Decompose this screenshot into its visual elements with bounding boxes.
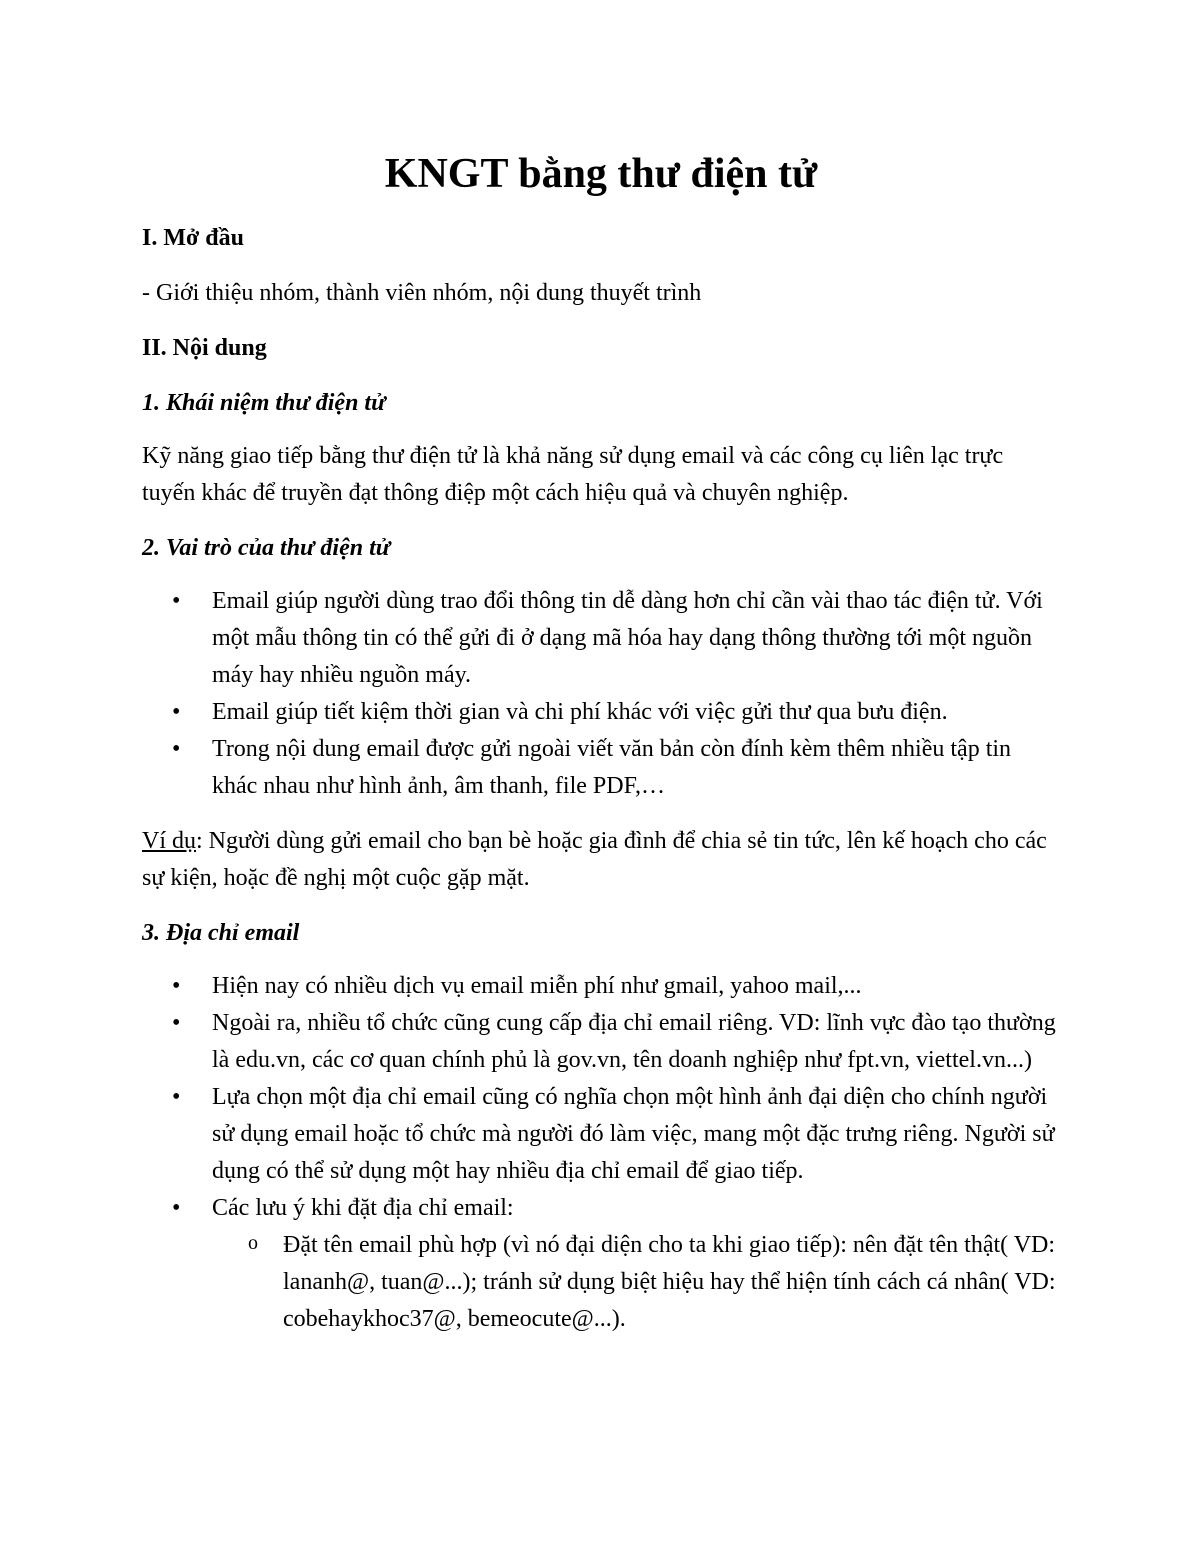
list-item: • Ngoài ra, nhiều tổ chức cũng cung cấp địa chỉ email riêng. VD: lĩnh vực đào tạo thường là edu.vn, các cơ quan chính phủ là gov.vn, tên doanh nghiệp như fpt.vn, viettel.vn...)	[142, 1005, 1060, 1079]
document-title: KNGT bằng thư điện tử	[384, 151, 818, 197]
list-item-notes	[142, 1190, 1060, 1338]
example-text: : Người dùng gửi email cho bạn bè hoặc gia đình để chia sẻ tin tức, lên kế hoạch cho các sự kiện, hoặc đề nghị một cuộc gặp mặt.	[142, 828, 1047, 891]
list-item: • Lựa chọn một địa chỉ email cũng có nghĩa chọn một hình ảnh đại diện cho chính người sử dụng email hoặc tổ chức mà người đó làm việc, mang một đặc trưng riêng. Người sử dụng có thể sử dụng một hay nhiều địa chỉ email để giao tiếp.	[142, 1079, 1060, 1190]
notes-sub-list	[212, 1227, 1060, 1338]
section-heading-intro: I. Mở đầu	[142, 225, 244, 251]
heading-definition: 1. Khái niệm thư điện tử	[142, 390, 386, 416]
section-heading-content: II. Nội dung	[142, 335, 267, 361]
sub-list-item: o Đặt tên email phù hợp (vì nó đại diện cho ta khi giao tiếp): nên đặt tên thật( VD: lananh@, tuan@...); tránh sử dụng biệt hiệu hay thể hiện tính cách cá nhân( VD: cobehaykhoc37@, bemeocute@...).	[212, 1227, 1060, 1338]
notes-label: Các lưu ý khi đặt địa chỉ email:	[212, 1195, 514, 1221]
intro-text: - Giới thiệu nhóm, thành viên nhóm, nội dung thuyết trình	[142, 280, 702, 306]
list-item: • Hiện nay có nhiều dịch vụ email miễn phí như gmail, yahoo mail,...	[142, 968, 1060, 1005]
definition-text: Kỹ năng giao tiếp bằng thư điện tử là khả năng sử dụng email và các công cụ liên lạc trực tuyến khác để truyền đạt thông điệp một cách hiệu quả và chuyên nghiệp.	[142, 443, 1004, 506]
list-item: • Email giúp tiết kiệm thời gian và chi phí khác với việc gửi thư qua bưu điện.	[142, 694, 1060, 731]
heading-role: 2. Vai trò của thư điện tử	[142, 535, 391, 561]
list-item: • Email giúp người dùng trao đổi thông tin dễ dàng hơn chỉ cần vài thao tác điện tử. Với một mẫu thông tin có thể gửi đi ở dạng mã hóa hay dạng thông thường tới một nguồn máy hay nhiều nguồn máy.	[142, 583, 1060, 694]
example-paragraph	[142, 823, 1060, 897]
heading-email-address: 3. Địa chỉ email	[142, 920, 300, 946]
list-item: • Trong nội dung email được gửi ngoài viết văn bản còn đính kèm thêm nhiều tập tin khác nhau như hình ảnh, âm thanh, file PDF,…	[142, 731, 1060, 805]
role-list	[142, 583, 1060, 805]
example-label: Ví dụ	[142, 828, 196, 854]
email-address-list	[142, 968, 1060, 1338]
